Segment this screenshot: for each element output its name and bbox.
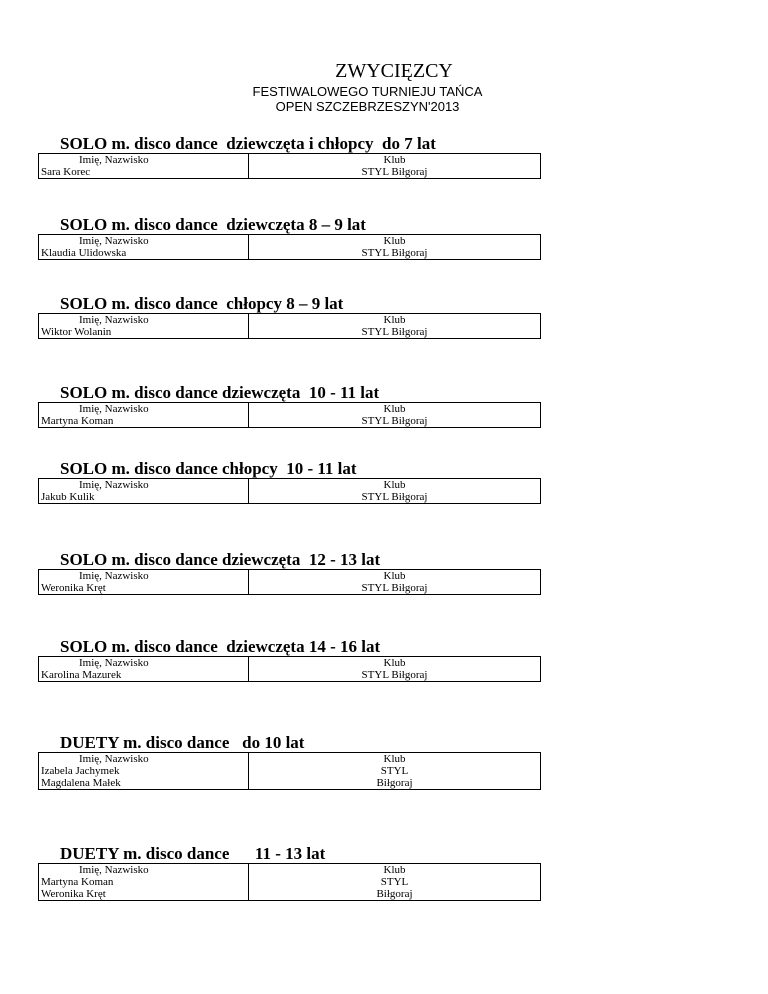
result-section: [38, 135, 541, 179]
club-name: STYL Biłgoraj: [361, 669, 428, 681]
name-column-header: Imię, Nazwisko: [79, 403, 149, 415]
club-city: Biłgoraj: [376, 777, 413, 789]
winner-name: Sara Korec: [41, 166, 91, 178]
table-row: [39, 753, 541, 790]
name-column-header: Imię, Nazwisko: [79, 479, 149, 491]
section-heading: SOLO m. disco dance chłopcy 10 - 11 lat: [60, 459, 357, 478]
club-name: STYL Biłgoraj: [361, 326, 428, 338]
club-cell: [249, 314, 541, 339]
club-cell: [249, 657, 541, 682]
result-section: [38, 845, 541, 901]
club-cell: [249, 235, 541, 260]
table-row: [39, 657, 541, 682]
name-column-header: Imię, Nazwisko: [79, 570, 149, 582]
club-column-header: Klub: [383, 314, 406, 326]
result-table: [38, 234, 541, 260]
result-table: [38, 752, 541, 790]
winner-name: Izabela Jachymek: [41, 765, 120, 777]
winner-cell: [39, 479, 249, 504]
club-column-header: Klub: [383, 570, 406, 582]
section-heading: SOLO m. disco dance dziewczęta 12 - 13 lat: [60, 550, 381, 569]
winner-cell: [39, 314, 249, 339]
winner-name: Karolina Mazurek: [41, 669, 122, 681]
section-heading: DUETY m. disco dance 11 - 13 lat: [60, 844, 326, 863]
winner-name: Magdalena Małek: [41, 777, 121, 789]
subtitle-line-1: FESTIWALOWEGO TURNIEJU TAŃCA: [252, 84, 483, 99]
club-column-header: Klub: [383, 154, 406, 166]
result-section: [38, 295, 541, 339]
club-cell: [249, 570, 541, 595]
name-column-header: Imię, Nazwisko: [79, 864, 149, 876]
winner-cell: [39, 235, 249, 260]
result-table: [38, 569, 541, 595]
club-name: STYL Biłgoraj: [361, 582, 428, 594]
result-table: [38, 656, 541, 682]
club-name: STYL Biłgoraj: [361, 166, 428, 178]
club-name: STYL Biłgoraj: [361, 247, 428, 259]
section-heading: SOLO m. disco dance chłopcy 8 – 9 lat: [60, 294, 344, 313]
subtitle: [240, 84, 495, 114]
result-table: [38, 313, 541, 339]
table-row: [39, 235, 541, 260]
club-column-header: Klub: [383, 753, 406, 765]
table-row: [39, 314, 541, 339]
club-cell: [249, 864, 541, 901]
section-heading: SOLO m. disco dance dziewczęta 8 – 9 lat: [60, 215, 366, 234]
winner-cell: [39, 154, 249, 179]
winner-cell: [39, 570, 249, 595]
result-section: [38, 551, 541, 595]
section-heading: SOLO m. disco dance dziewczęta i chłopcy do 7 lat: [60, 134, 436, 153]
section-heading: SOLO m. disco dance dziewczęta 10 - 11 lat: [60, 383, 380, 402]
result-section: [38, 460, 541, 504]
winner-name: Klaudia Ulidowska: [41, 247, 127, 259]
club-name: STYL: [380, 876, 409, 888]
winner-name: Wiktor Wolanin: [41, 326, 112, 338]
winner-name: Martyna Koman: [41, 876, 114, 888]
section-heading: DUETY m. disco dance do 10 lat: [60, 733, 305, 752]
club-column-header: Klub: [383, 657, 406, 669]
winner-name: Martyna Koman: [41, 415, 114, 427]
club-column-header: Klub: [383, 864, 406, 876]
club-name: STYL: [380, 765, 409, 777]
club-column-header: Klub: [383, 479, 406, 491]
result-table: [38, 153, 541, 179]
club-city: Biłgoraj: [376, 888, 413, 900]
result-section: [38, 216, 541, 260]
result-section: [38, 638, 541, 682]
club-cell: [249, 479, 541, 504]
winner-cell: [39, 864, 249, 901]
name-column-header: Imię, Nazwisko: [79, 154, 149, 166]
name-column-header: Imię, Nazwisko: [79, 314, 149, 326]
result-table: [38, 402, 541, 428]
result-table: [38, 863, 541, 901]
result-section: [38, 384, 541, 428]
winner-cell: [39, 753, 249, 790]
club-column-header: Klub: [383, 403, 406, 415]
table-row: [39, 864, 541, 901]
winner-name: Jakub Kulik: [41, 491, 95, 503]
winner-cell: [39, 657, 249, 682]
winner-cell: [39, 403, 249, 428]
club-name: STYL Biłgoraj: [361, 491, 428, 503]
club-cell: [249, 154, 541, 179]
winner-name: Weronika Kręt: [41, 582, 106, 594]
table-row: [39, 570, 541, 595]
subtitle-line-2: OPEN SZCZEBRZESZYN'2013: [275, 99, 460, 114]
club-column-header: Klub: [383, 235, 406, 247]
club-cell: [249, 753, 541, 790]
winner-name: Weronika Kręt: [41, 888, 106, 900]
result-section: [38, 734, 541, 790]
name-column-header: Imię, Nazwisko: [79, 235, 149, 247]
table-row: [39, 479, 541, 504]
table-row: [39, 154, 541, 179]
name-column-header: Imię, Nazwisko: [79, 657, 149, 669]
table-row: [39, 403, 541, 428]
club-cell: [249, 403, 541, 428]
page-title: ZWYCIĘZCY: [335, 60, 453, 82]
section-heading: SOLO m. disco dance dziewczęta 14 - 16 lat: [60, 637, 381, 656]
result-table: [38, 478, 541, 504]
club-name: STYL Biłgoraj: [361, 415, 428, 427]
name-column-header: Imię, Nazwisko: [79, 753, 149, 765]
